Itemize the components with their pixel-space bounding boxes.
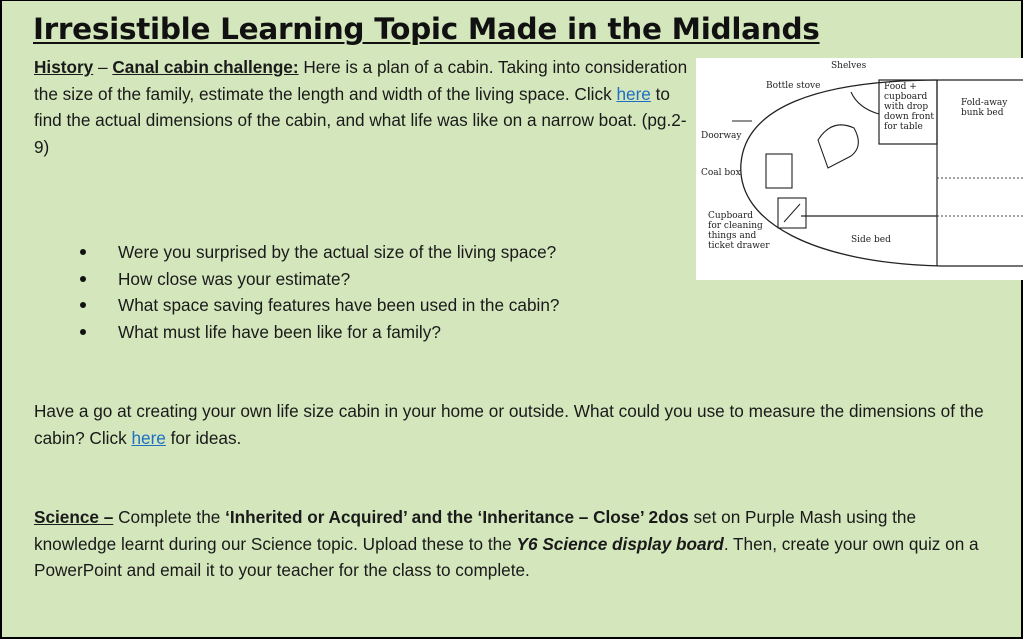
bullet-icon (80, 276, 86, 282)
label-shelves: Shelves (831, 61, 867, 71)
coal-box (766, 154, 792, 188)
label-cupboard: things and (708, 231, 757, 241)
label-food: Food + (884, 82, 917, 92)
history-intro-text: Here is a plan of a cabin. Taking into consideration the size of the family, estimate the length and width of the living space. Click (34, 57, 688, 104)
question-text: Were you surprised by the actual size of the living space? (118, 242, 557, 262)
science-task-names: ‘Inherited or Acquired’ and the ‘Inheritance – Close’ 2dos (225, 507, 689, 527)
bullet-icon (80, 249, 86, 255)
science-text: Complete the (118, 507, 221, 527)
canal-cabin-challenge-heading: Canal cabin challenge: (112, 57, 299, 77)
ideas-link[interactable]: here (131, 427, 166, 448)
science-display-board: Y6 Science display board (516, 533, 724, 554)
history-label: History (34, 57, 94, 77)
page-title: Irresistible Learning Topic Made in the Midlands (33, 12, 820, 46)
label-bunk: Fold-away (961, 98, 1008, 108)
label-cupboard: for cleaning (708, 221, 763, 231)
label-side-bed: Side bed (851, 235, 891, 245)
label-doorway: Doorway (701, 131, 742, 141)
question-text: What space saving features have been used in the cabin? (118, 295, 560, 315)
bottle-stove (818, 125, 858, 168)
question-text: What must life have been like for a family? (118, 321, 441, 342)
label-food: down front (884, 112, 935, 122)
list-item (80, 239, 658, 266)
label-cupboard: Cupboard (708, 211, 754, 221)
question-text: How close was your estimate? (118, 268, 351, 289)
label-cupboard: ticket drawer (708, 241, 770, 251)
cabin-plan-svg (696, 58, 1023, 280)
history-intro-text-2: to find the actual dimensions of the cabin, and what life was like on a narrow boat. (pg.2-9) (34, 83, 687, 157)
label-bunk: bunk bed (961, 108, 1004, 118)
science-text-2: set on Purple Mash using the knowledge learnt during our Science topic. Upload these to the (34, 507, 917, 554)
question-list (80, 239, 658, 345)
label-coal-box: Coal box (701, 168, 741, 178)
label-food: for table (884, 122, 923, 132)
list-item (80, 266, 658, 293)
label-bottle-stove: Bottle stove (766, 81, 821, 91)
label-food: with drop (884, 102, 929, 112)
cabin-task-text: Have a go at creating your own life size cabin in your home or outside. What could you use to measure the dimensions of the cabin? Click (34, 401, 984, 448)
label-food: cupboard (884, 92, 928, 102)
cupboard-door-line (784, 204, 800, 222)
bullet-icon (80, 329, 86, 335)
cabin-plan-diagram (696, 58, 1023, 280)
history-paragraph (34, 54, 689, 160)
list-item (80, 292, 658, 319)
list-item (80, 319, 658, 346)
science-paragraph (34, 504, 984, 584)
history-dash: – (98, 57, 108, 77)
shelves-curve (851, 92, 879, 114)
science-text-3: . Then, create your own quiz on a PowerPoint and email it to your teacher for the class to complete. (34, 533, 979, 580)
cabin-dimensions-link[interactable]: here (616, 83, 651, 104)
cabin-task-paragraph (34, 398, 994, 451)
bullet-icon (80, 302, 86, 308)
science-label: Science – (34, 507, 114, 527)
cabin-task-text-2: for ideas. (170, 427, 242, 448)
